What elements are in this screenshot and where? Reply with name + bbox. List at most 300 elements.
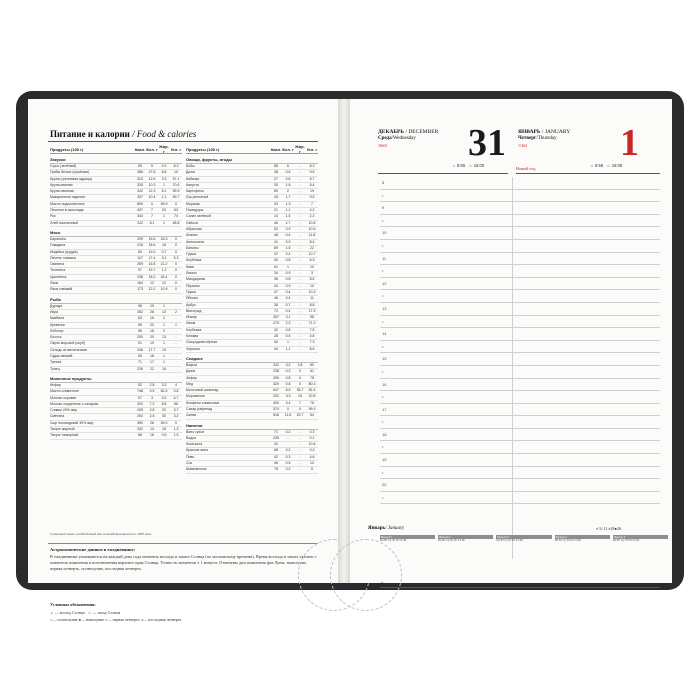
- food-value: 1: [287, 340, 289, 345]
- hour-grid[interactable]: [380, 177, 660, 504]
- food-value: -: [299, 258, 301, 263]
- mini-week-days: Пн Вт Ср Чт Пт Сб Вс: [612, 539, 640, 542]
- food-value: 52: [138, 382, 142, 387]
- hour-row[interactable]: [380, 278, 660, 291]
- food-value: 0.4: [285, 289, 291, 294]
- food-value: 0.6: [161, 433, 167, 438]
- food-value: 1.5: [285, 214, 291, 219]
- food-name: Персики: [186, 283, 200, 288]
- food-value: 1: [163, 354, 165, 359]
- food-value: 12: [150, 281, 154, 286]
- food-name: Креветки: [50, 322, 65, 327]
- food-value: 13: [162, 309, 166, 314]
- food-name: Абрикосы: [186, 226, 203, 231]
- food-value: 44: [274, 346, 278, 351]
- food-value: -: [175, 341, 177, 346]
- hour-row[interactable]: [380, 303, 660, 316]
- food-value: 12: [162, 281, 166, 286]
- header-col: Бел. г: [282, 146, 294, 152]
- food-value: 1.1: [285, 346, 291, 351]
- food-value: 242: [137, 220, 143, 225]
- food-value: 4.8: [309, 334, 315, 339]
- food-value: 47: [274, 289, 278, 294]
- food-name: Джем: [186, 369, 196, 374]
- food-value: 48: [274, 233, 278, 238]
- group-heading: Молочные продукты: [50, 376, 182, 383]
- food-name: Мандарины: [186, 277, 206, 282]
- food-name: Мороженое: [186, 394, 205, 399]
- food-value: 0.8: [285, 381, 291, 386]
- hour-label: 9: [382, 205, 385, 211]
- food-value: 232: [273, 394, 279, 399]
- food-value: 7.5: [309, 327, 315, 332]
- food-value: 11: [310, 296, 314, 301]
- food-name: Молоко коровье: [50, 395, 77, 400]
- food-value: -: [299, 208, 301, 213]
- hour-row[interactable]: [380, 416, 660, 429]
- hour-row[interactable]: [380, 479, 660, 492]
- food-name: Клубника: [186, 327, 202, 332]
- food-value: 10.3: [148, 182, 156, 187]
- food-value: 38: [274, 277, 278, 282]
- hour-row[interactable]: [380, 492, 660, 505]
- food-value: 22: [310, 245, 314, 250]
- hour-label: •: [382, 394, 384, 400]
- food-name: Арбуз: [186, 302, 196, 307]
- food-value: 173: [137, 287, 143, 292]
- day-divider: [378, 173, 508, 174]
- food-name: Треска: [50, 360, 62, 365]
- food-value: 4.2: [309, 208, 315, 213]
- food-value: -: [299, 435, 301, 440]
- hour-row[interactable]: [380, 202, 660, 215]
- hour-row[interactable]: [380, 177, 660, 190]
- food-value: 4: [175, 382, 177, 387]
- food-value: 47: [274, 252, 278, 257]
- food-value: 30: [274, 258, 278, 263]
- food-value: 12.6: [148, 176, 156, 181]
- month-label-en: / DECEMBER: [405, 129, 439, 135]
- food-value: 3.1: [285, 315, 291, 320]
- food-value: 7.3: [309, 340, 315, 345]
- group-heading: Напитки: [186, 423, 318, 430]
- food-value: 1: [287, 264, 289, 269]
- food-value: 1: [175, 322, 177, 327]
- food-value: 0: [175, 281, 177, 286]
- food-name: Картофель: [186, 189, 204, 194]
- food-name: Язык: [50, 281, 59, 286]
- food-value: 1.1: [285, 208, 291, 213]
- food-name: Морковь: [186, 201, 201, 206]
- moon-phase-icon: ◑: [607, 526, 611, 531]
- food-value: 1.8: [285, 182, 291, 187]
- food-value: 0: [299, 375, 301, 380]
- notes-line[interactable]: [380, 587, 660, 588]
- food-name: Киви: [186, 264, 194, 269]
- food-value: 0.9: [285, 239, 291, 244]
- hour-row[interactable]: [380, 227, 660, 240]
- food-value: 26: [150, 420, 154, 425]
- food-value: 10: [174, 170, 178, 175]
- food-value: 0.5: [285, 461, 291, 466]
- food-name: Горох (зелёный): [50, 164, 77, 168]
- food-value: 0.5: [285, 334, 291, 339]
- food-value: -: [299, 283, 301, 288]
- food-value: 78: [310, 375, 314, 380]
- food-value: 1: [163, 322, 165, 327]
- food-value: 14: [150, 426, 154, 431]
- food-name: Апельсины: [186, 239, 205, 244]
- food-value: 89: [274, 245, 278, 250]
- food-value: 3: [151, 395, 153, 400]
- food-name: Дыня: [186, 170, 195, 175]
- food-name: Камбала: [50, 316, 65, 321]
- food-value: 9.6: [309, 170, 315, 175]
- table-row: [50, 433, 182, 439]
- mini-week-title: Неделя 2: [438, 535, 493, 539]
- food-name: Сыр голландский 30% жир: [50, 420, 94, 425]
- food-name: Бананы: [186, 245, 199, 250]
- hour-label: 8: [382, 180, 385, 185]
- food-value: 1: [163, 182, 165, 187]
- food-value: 299: [273, 375, 279, 380]
- food-name: Клубника: [186, 258, 202, 263]
- food-value: 8.3: [173, 164, 179, 168]
- food-value: 0.5: [149, 389, 155, 394]
- food-value: 6.1: [161, 189, 167, 194]
- food-value: 0.1: [309, 435, 315, 440]
- hour-label: 18: [382, 431, 387, 437]
- food-name: Свинина: [50, 262, 65, 267]
- food-value: 19.7: [148, 268, 156, 273]
- food-value: -: [299, 245, 301, 250]
- food-value: -: [299, 182, 301, 187]
- food-value: 0: [175, 236, 177, 241]
- food-value: 0.9: [285, 226, 291, 231]
- food-value: -: [299, 264, 301, 269]
- hour-row[interactable]: [380, 366, 660, 379]
- food-value: 1.2: [161, 268, 167, 273]
- food-value: 0.7: [161, 249, 167, 254]
- food-value: 748: [137, 389, 143, 394]
- sunset-time: 16:09: [611, 163, 623, 168]
- page-title: [50, 129, 196, 139]
- food-name: Капуста: [186, 182, 199, 187]
- food-name: Виноград: [186, 308, 202, 313]
- food-value: 2.8: [149, 408, 155, 413]
- hour-row[interactable]: [380, 265, 660, 278]
- hour-label: 11: [382, 255, 387, 261]
- food-name: Телятина: [50, 268, 66, 273]
- food-value: 127: [137, 255, 143, 260]
- hour-row[interactable]: [380, 190, 660, 203]
- food-value: 11.6: [284, 413, 292, 418]
- food-value: -: [299, 233, 301, 238]
- food-value: 0.3: [285, 369, 291, 374]
- food-name: Крупа (гречневая ядрица): [50, 176, 93, 181]
- table-header: [50, 145, 182, 154]
- food-value: 3.2: [161, 395, 167, 400]
- food-value: -: [299, 164, 301, 168]
- hour-label: •: [382, 192, 384, 198]
- mini-week-title: Неделя 1: [380, 535, 435, 539]
- food-name: Кефир: [50, 382, 61, 387]
- food-name: Халва: [186, 413, 197, 418]
- hour-row[interactable]: [380, 316, 660, 329]
- moon-day: 18: [610, 526, 615, 531]
- food-name: Крупа овсяная: [50, 189, 74, 194]
- table-row: [186, 347, 318, 353]
- hour-label: 14: [382, 331, 387, 337]
- food-value: 59.5: [172, 189, 180, 194]
- food-value: 0.2: [285, 429, 291, 434]
- hour-row[interactable]: [380, 454, 660, 467]
- food-value: 2.3: [285, 321, 291, 326]
- food-value: -: [299, 346, 301, 351]
- food-name: Цыплёнок: [50, 274, 67, 279]
- food-value: -: [299, 201, 301, 206]
- food-value: 54: [310, 413, 314, 418]
- day-of-year: 366/0: [378, 143, 388, 148]
- hour-row[interactable]: [380, 341, 660, 354]
- food-value: 46: [274, 220, 278, 225]
- day-header-dec31: [378, 129, 438, 148]
- food-value: 205: [137, 408, 143, 413]
- food-value: 10.6: [308, 442, 316, 447]
- food-value: -: [299, 429, 301, 434]
- food-value: 98: [138, 303, 142, 308]
- food-value: 0.9: [285, 271, 291, 276]
- food-value: 8.8: [309, 302, 315, 307]
- food-name: Масло сливочное: [50, 389, 79, 394]
- food-name: Сливки 20% жир: [50, 408, 78, 413]
- hour-label: •: [382, 318, 384, 324]
- food-value: 1.7: [285, 195, 291, 200]
- last-quarter-icon: ◑: [140, 617, 143, 622]
- food-value: 0.2: [285, 467, 291, 472]
- food-value: 342: [273, 362, 279, 367]
- food-name: Рис: [50, 214, 57, 219]
- food-value: -: [299, 226, 301, 231]
- food-value: 38: [274, 170, 278, 175]
- table-row: [50, 287, 182, 293]
- food-value: 0.3: [309, 448, 315, 453]
- weekday-label-en: /Thursday: [536, 136, 557, 141]
- food-value: 2.8: [297, 362, 303, 367]
- food-value: 1.3: [173, 426, 179, 431]
- month-label-en: / JANUARY: [541, 129, 571, 135]
- hour-row[interactable]: [380, 467, 660, 480]
- food-value: 3: [311, 271, 313, 276]
- food-value: 0: [299, 369, 301, 374]
- moon-day: 3: [598, 526, 601, 531]
- table-row: [50, 221, 182, 227]
- mini-week: [555, 535, 610, 553]
- hour-label: •: [382, 469, 384, 475]
- food-value: 19: [310, 189, 314, 194]
- food-value: 16.3: [160, 236, 168, 241]
- sun-times: [452, 163, 484, 168]
- food-value: 337: [137, 195, 143, 200]
- food-value: -: [175, 360, 177, 365]
- hour-row[interactable]: [380, 215, 660, 228]
- food-value: 46: [274, 461, 278, 466]
- food-value: 0.8: [173, 389, 179, 394]
- food-value: 16: [150, 316, 154, 321]
- mini-week: [438, 535, 493, 553]
- food-value: 7: [151, 214, 153, 219]
- food-value: 44: [274, 283, 278, 288]
- food-name: Конфеты сливочные: [186, 400, 220, 405]
- food-value: 0.4: [285, 308, 291, 313]
- mini-week: [496, 535, 551, 553]
- food-value: 328: [137, 182, 143, 187]
- food-name: Сок: [186, 461, 193, 466]
- food-name: Груша: [186, 252, 197, 257]
- food-value: 1.7: [285, 220, 291, 225]
- food-value: 98: [138, 328, 142, 333]
- hour-row[interactable]: [380, 391, 660, 404]
- hour-row[interactable]: [380, 353, 660, 366]
- sunrise-icon: ☼: [590, 163, 594, 168]
- food-name: Лук репчатый: [186, 195, 209, 200]
- title-en: / Food & calories: [132, 129, 197, 139]
- food-value: 30: [274, 182, 278, 187]
- mini-week-days: Пн Вт Ср Чт Пт Сб Вс: [438, 539, 465, 542]
- food-value: 0: [175, 243, 177, 248]
- table-row: [50, 367, 182, 373]
- legend-sunset: — заход Солнца: [92, 610, 121, 615]
- food-value: 292: [137, 414, 143, 419]
- food-value: -: [299, 340, 301, 345]
- hour-label: 16: [382, 381, 387, 387]
- food-value: 8.4: [309, 239, 315, 244]
- food-value: 18.4: [160, 274, 168, 279]
- food-value: 14: [274, 214, 278, 219]
- food-value: 12.2: [148, 287, 156, 292]
- astro-text: В ежедневнике указываются на каждый день года моменты восхода и заката Солнца (по московскому времени). Время восхода и заката указано с моментов появления и исчезновения верхнего края Солнца. Точность моментов ± 1 минута. Отмечены дни появления фаз Луны: новолуние, первая четверть, полнолуние, последняя четверть.: [50, 554, 317, 571]
- food-value: 400: [273, 400, 279, 405]
- food-value: -: [175, 366, 177, 371]
- food-value: 71: [274, 429, 278, 434]
- food-value: 5: [151, 164, 153, 168]
- food-value: 5.3: [173, 255, 179, 260]
- food-name: Груши: [186, 289, 197, 294]
- food-value: 19: [150, 341, 154, 346]
- food-value: 52.4: [308, 388, 316, 393]
- day-divider: [516, 173, 660, 174]
- food-value: 18.6: [148, 243, 156, 248]
- food-value: -: [299, 296, 301, 301]
- food-name: Бобы: [186, 164, 195, 168]
- food-value: 235: [273, 435, 279, 440]
- moon-phase-days: [596, 526, 621, 531]
- food-name: Свёкла: [186, 220, 198, 225]
- food-value: -: [299, 220, 301, 225]
- legend-row-sun: [50, 610, 120, 615]
- food-name: Красное вино: [186, 448, 209, 453]
- food-value: 200: [137, 335, 143, 340]
- food-name: Черника: [186, 346, 200, 351]
- hour-row[interactable]: [380, 328, 660, 341]
- group-heading: Мясо: [50, 230, 182, 237]
- mini-week-title: Неделя 5: [613, 535, 668, 539]
- food-value: 1: [163, 303, 165, 308]
- weekday-label: Четверг: [518, 136, 537, 141]
- day-number: 1: [620, 122, 639, 164]
- day-of-year: 1/364: [518, 143, 528, 148]
- food-value: 18.2: [148, 274, 156, 279]
- food-value: 0: [175, 287, 177, 292]
- hour-row[interactable]: [380, 441, 660, 454]
- food-value: 4.4: [285, 400, 291, 405]
- table-row: [186, 413, 318, 419]
- food-name: Лобстер: [50, 328, 64, 333]
- food-value: 20: [150, 322, 154, 327]
- hour-label: •: [382, 368, 384, 374]
- food-value: 0: [175, 420, 177, 425]
- food-name: Водка: [186, 435, 196, 440]
- food-value: 42: [274, 454, 278, 459]
- food-value: 313: [137, 176, 143, 181]
- food-name: Тунец: [50, 366, 60, 371]
- food-value: 0.9: [285, 283, 291, 288]
- food-value: 74: [174, 214, 178, 219]
- food-value: 40: [274, 340, 278, 345]
- food-value: -: [299, 302, 301, 307]
- food-value: 3.3: [161, 176, 167, 181]
- hour-label: •: [382, 293, 384, 299]
- food-value: 38: [274, 302, 278, 307]
- weekday-label-en: /Wednesday: [391, 136, 416, 141]
- food-value: 7: [311, 201, 313, 206]
- left-page: [28, 99, 338, 622]
- hour-row[interactable]: [380, 240, 660, 253]
- food-value: 76: [310, 400, 314, 405]
- nutrition-table-right: [186, 145, 318, 474]
- food-name: Зефир: [186, 375, 197, 380]
- food-value: 1: [163, 341, 165, 346]
- food-name: Лимон: [186, 271, 197, 276]
- food-value: 18: [150, 433, 154, 438]
- food-value: 342: [137, 189, 143, 194]
- astro-divider: [48, 543, 318, 544]
- food-value: 97: [138, 268, 142, 273]
- food-value: 238: [137, 274, 143, 279]
- hour-label: 15: [382, 356, 387, 362]
- food-value: -: [299, 239, 301, 244]
- food-value: 86: [138, 433, 142, 438]
- food-value: 27.6: [148, 170, 156, 175]
- food-value: 7.2: [149, 401, 155, 406]
- food-value: 83: [138, 354, 142, 359]
- food-name: Макаронные изделия: [50, 195, 85, 200]
- hour-row[interactable]: [380, 290, 660, 303]
- food-value: 0: [175, 201, 177, 206]
- hour-row[interactable]: [380, 404, 660, 417]
- hour-row[interactable]: [380, 253, 660, 266]
- food-value: 78: [274, 467, 278, 472]
- hour-row[interactable]: [380, 429, 660, 442]
- food-value: -: [299, 467, 301, 472]
- food-value: 218: [137, 243, 143, 248]
- food-value: 61: [310, 369, 314, 374]
- food-value: 1.3: [285, 201, 291, 206]
- food-value: 41: [274, 239, 278, 244]
- mini-week-days: Пн Вт Ср Чт Пт Сб Вс: [554, 539, 582, 542]
- header-col: Бел. г: [146, 146, 158, 152]
- hour-row[interactable]: [380, 379, 660, 392]
